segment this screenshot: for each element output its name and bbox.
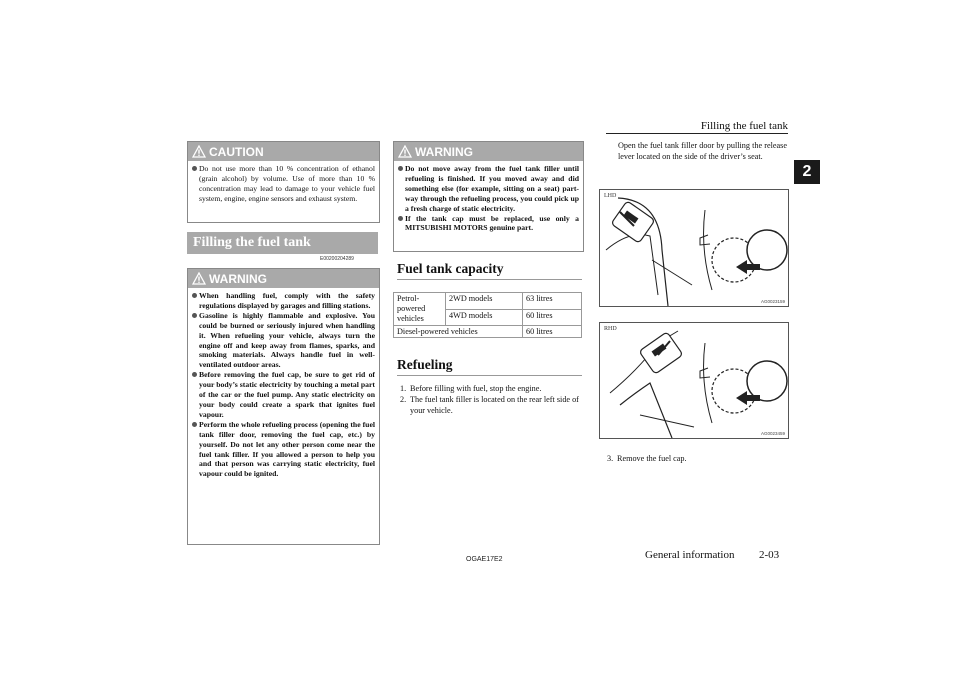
- list-item: 3. Remove the fuel cap.: [607, 454, 687, 463]
- section-code: E00200204289: [320, 256, 354, 262]
- table-row: [394, 326, 582, 338]
- table-cell: 60 litres: [523, 309, 582, 326]
- step-3: [607, 453, 787, 464]
- refueling-steps: [400, 383, 582, 416]
- warning-item: Gasoline is highly flammable and explosive. You could be burned or seriously injured when handling it. When refueling your vehicle, always turn the engine off and keep away from flames, sparks, and smoking materials. Always handle fuel in well-ventilated outdoor areas.: [192, 311, 375, 370]
- footer-chapter: General information: [645, 549, 735, 561]
- table-cell: 63 litres: [523, 293, 582, 310]
- warning-title: WARNING: [415, 144, 473, 159]
- warning-triangle-icon: [192, 272, 206, 285]
- figure-id: AG0023459: [760, 431, 785, 436]
- caution-header: [188, 142, 379, 161]
- caution-title: CAUTION: [209, 144, 264, 159]
- figure-lhd: [599, 189, 789, 307]
- fuel-door-lever-illustration: [600, 323, 788, 438]
- figure-id: AG0023159: [760, 299, 785, 304]
- table-cell: Petrol-powered vehicles: [394, 293, 446, 326]
- list-item: 1. Before filling with fuel, stop the engine.: [400, 384, 542, 393]
- caution-box: [187, 141, 380, 223]
- table-cell: 60 litres: [523, 326, 582, 338]
- figure-label: RHD: [604, 326, 617, 332]
- capacity-heading: Fuel tank capacity: [397, 261, 582, 280]
- fuel-door-lever-illustration: [600, 190, 788, 306]
- table-cell: 2WD models: [446, 293, 523, 310]
- document-code: OGAE17E2: [466, 556, 503, 563]
- warning-item: If the tank cap must be replaced, use only a MITSUBISHI MOTORS genuine part.: [398, 214, 579, 234]
- caution-item: Do not use more than 10 % concentration of ethanol (grain alcohol) by volume. Use of more than 10 % concentration may lead to damage to your vehicle fuel system, engine, engine sensors and exhaust system.: [192, 164, 375, 204]
- list-item: 2. The fuel tank filler is located on the rear left side of your vehicle.: [400, 395, 579, 415]
- page-header-title: Filling the fuel tank: [700, 120, 788, 132]
- table-row: [394, 293, 582, 310]
- warning-title: WARNING: [209, 271, 267, 286]
- section-tab: 2: [794, 160, 820, 184]
- capacity-table: [393, 292, 582, 338]
- warning-triangle-icon: [398, 145, 412, 158]
- header-divider: [606, 133, 788, 134]
- warning-item: Before removing the fuel cap, be sure to get rid of your body’s static electricity by touching a metal part of the car or the fuel pump. Any static electricity on your body could create a spark that ignites fuel vapour.: [192, 370, 375, 420]
- refueling-heading: Refueling: [397, 357, 582, 376]
- figure-rhd: [599, 322, 789, 439]
- table-cell: 4WD models: [446, 309, 523, 326]
- warning-item: When handling fuel, comply with the safety regulations displayed by garages and filling stations.: [192, 291, 375, 311]
- table-cell: Diesel-powered vehicles: [394, 326, 523, 338]
- warning-item: Perform the whole refueling process (opening the fuel tank filler door, removing the fuel cap, etc.) by yourself. Do not let any other person come near the fuel tank filler. If you allowed a person to help you and that person was carrying static electricity, fuel vapour could be ignited.: [192, 420, 375, 479]
- figure-label: LHD: [604, 193, 617, 199]
- section-heading: Filling the fuel tank: [187, 232, 378, 254]
- warning-triangle-icon: [192, 145, 206, 158]
- page-number: 2-03: [759, 549, 780, 561]
- warning-header: [394, 142, 583, 161]
- warning-box-static: [393, 141, 584, 252]
- warning-box-refuel-safety: [187, 268, 380, 545]
- open-filler-door-text: Open the fuel tank filler door by pulling the release lever located on the side of the driver’s seat.: [618, 141, 787, 161]
- warning-header: [188, 269, 379, 288]
- warning-item: Do not move away from the fuel tank filler until refueling is finished. If you moved away and did something else (for example, sitting on a seat) part-way through the refueling process, you could pick up a fresh charge of static electricity.: [398, 164, 579, 214]
